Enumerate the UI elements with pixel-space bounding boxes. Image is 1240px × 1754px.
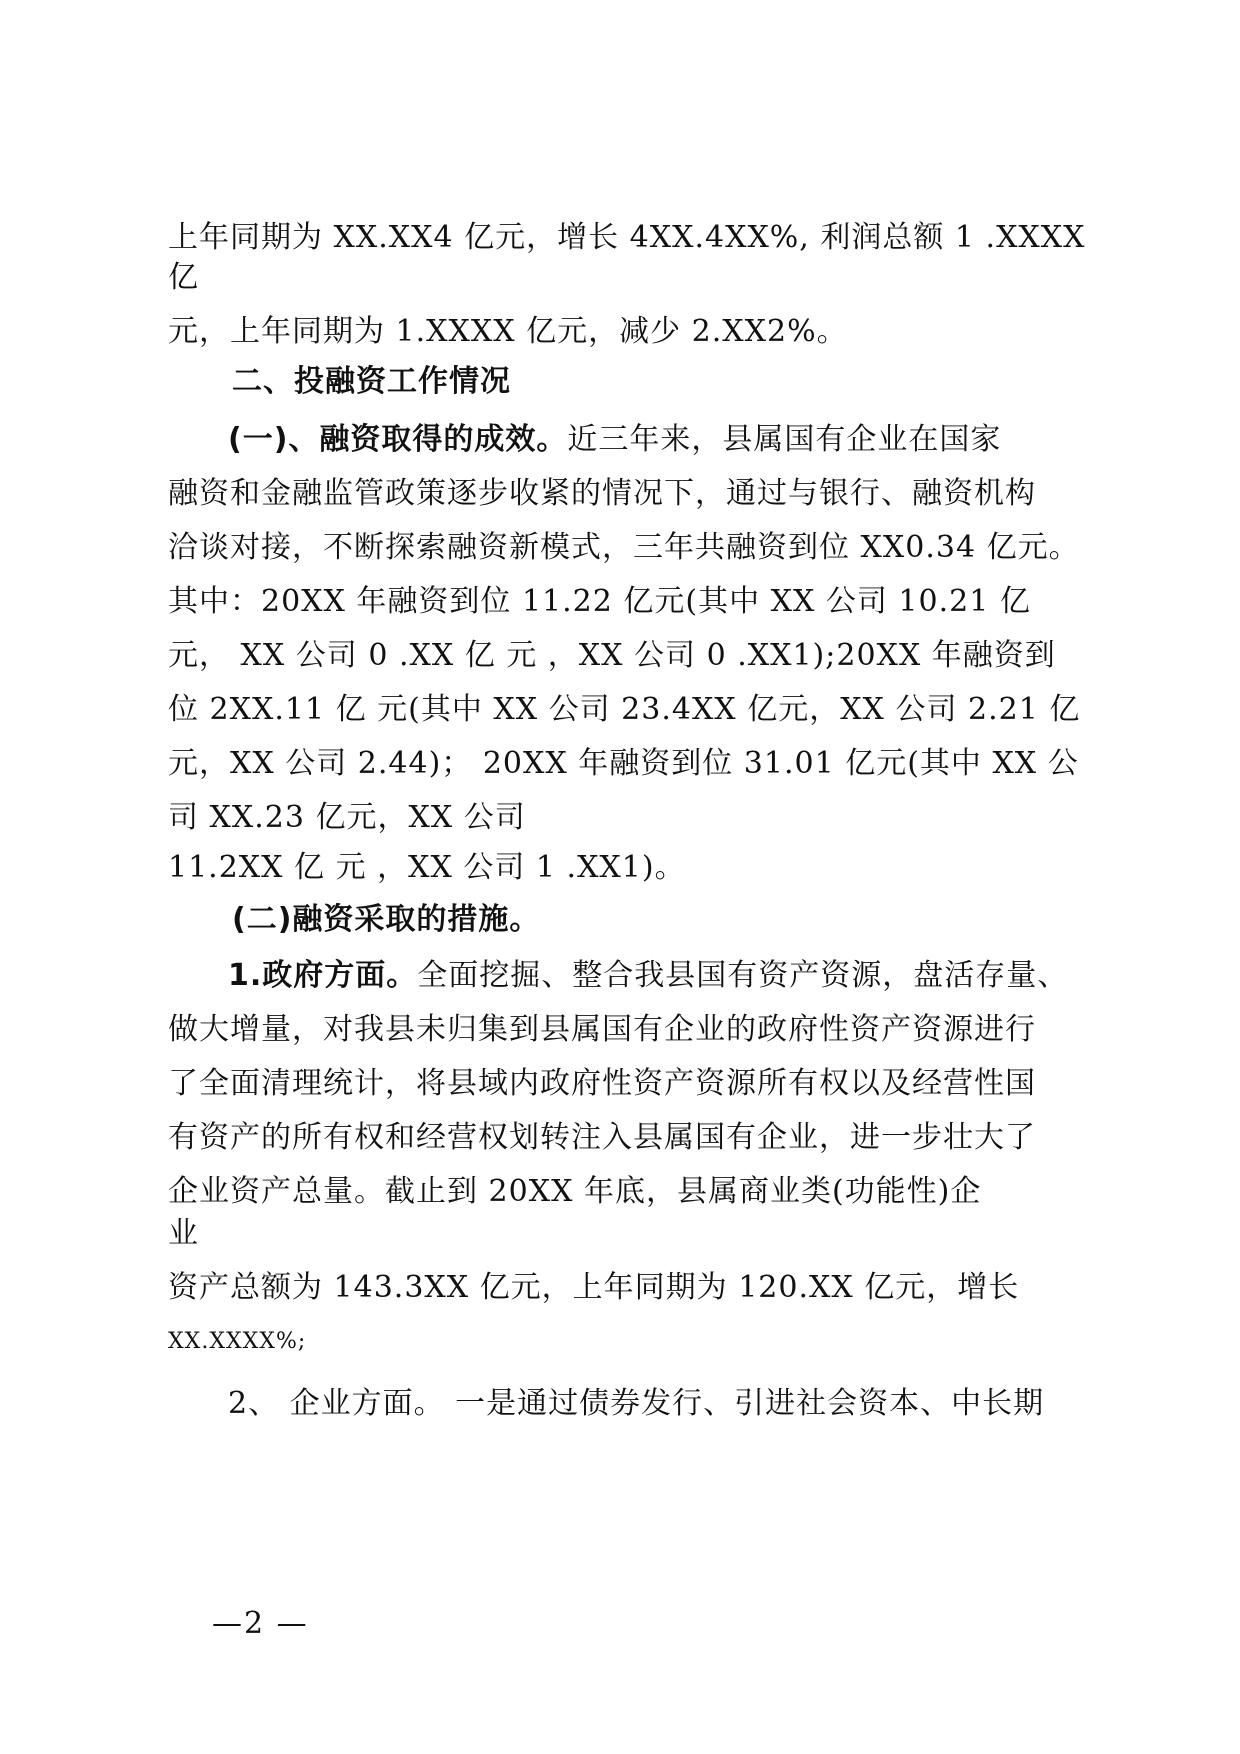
text-line-7: 洽谈对接，不断探索融资新模式，三年共融资到位 XX0.34 亿元。 <box>168 530 1080 565</box>
text-line-3: 元，上年同期为 1.XXXX 亿元，减少 2.XX2%。 <box>168 314 848 349</box>
text-line-2: 亿 <box>168 260 199 295</box>
text-line-24: 2、 企业方面。 一是通过债券发行、引进社会资本、中长期 <box>228 1386 1045 1421</box>
text-line-18: 了全面清理统计，将县域内政府性资产资源所有权以及经营性国 <box>168 1066 1036 1101</box>
text-line-6: 融资和金融监管政策逐步收紧的情况下，通过与银行、融资机构 <box>168 476 1036 511</box>
text-line-23: XX.XXXX%; <box>168 1329 307 1354</box>
text-line-20: 企业资产总量。截止到 20XX 年底，县属商业类(功能性)企 <box>168 1174 982 1209</box>
text-line-21: 业 <box>168 1216 199 1251</box>
item-paragraph-1 <box>228 956 1068 996</box>
text-line-10: 位 2XX.11 亿 元(其中 XX 公司 23.4XX 亿元，XX 公司 2.21 亿 <box>168 692 1081 727</box>
item-heading-1: 1.政府方面。 <box>228 958 418 993</box>
text-line-13: 11.2XX 亿 元 ，XX 公司 1 .XX1)。 <box>168 850 686 885</box>
text-line-22: 资产总额为 143.3XX 亿元，上年同期为 120.XX 亿元，增长 <box>168 1270 1020 1305</box>
text-line-19: 有资产的所有权和经营权划转注入县属国有企业，进一步壮大了 <box>168 1120 1036 1155</box>
subsection-heading-2: (二)融资采取的措施。 <box>232 902 541 937</box>
text-line-12: 司 XX.23 亿元，XX 公司 <box>168 800 526 835</box>
paragraph-text: 近三年来，县属国有企业在国家 <box>567 422 1002 457</box>
section-heading: 二、投融资工作情况 <box>232 364 511 399</box>
text-line-1: 上年同期为 XX.XX4 亿元，增长 4XX.4XX%, 利润总额 1 .XXXX <box>168 220 1086 255</box>
text-line-11: 元，XX 公司 2.44)； 20XX 年融资到位 31.01 亿元(其中 XX 公 <box>168 746 1079 781</box>
subsection-paragraph-1 <box>228 420 1001 460</box>
text-line-17: 做大增量，对我县未归集到县属国有企业的政府性资产资源进行 <box>168 1012 1036 1047</box>
paragraph-text: 全面挖掘、整合我县国有资产资源，盘活存量、 <box>417 958 1069 993</box>
text-line-8: 其中：20XX 年融资到位 11.22 亿元(其中 XX 公司 10.21 亿 <box>168 584 1031 619</box>
text-line-9: 元， XX 公司 0 .XX 亿 元 ，XX 公司 0 .XX1);20XX 年融资到 <box>168 638 1056 673</box>
page-number: —2 — <box>212 1606 309 1641</box>
subsection-heading-1: (一)、融资取得的成效。 <box>228 422 568 457</box>
